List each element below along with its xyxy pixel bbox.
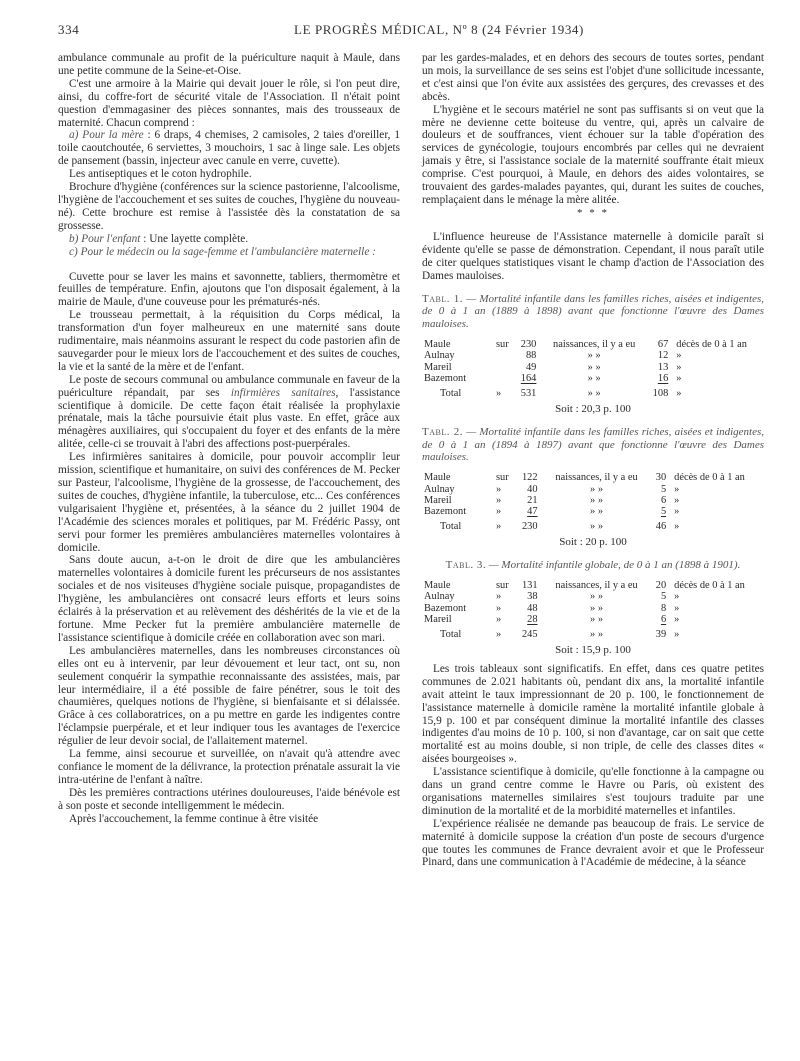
cell-deaths: 108	[652, 387, 669, 399]
table-row	[422, 495, 764, 506]
table-row	[422, 339, 764, 350]
paragraph: L'hygiène et le secours matériel ne sont pas suffisants si on veut que la mère ne devienne cette boiteuse du ventre, qui, après un calvaire de douleurs et de souffrances, vient échouer sur la table d'opération des services de gynécologie, toujours encombrés par celles qui ne devraient jamais y être, si l'assistance sociale de la maternité souffrante était mieux comprise. C'est pourquoi, à Maule, en dehors des aides volontaires, se trouvaient des gardes-malades payantes, qui, durant les suites de couches, remplaçaient dans le ménage la mère alitée.	[422, 103, 764, 206]
paragraph: C'est une armoire à la Mairie qui devait jouer le rôle, si l'on peut dire, ainsi, du coffre-fort de sécurité vitale de l'Association. Il n'était point question d'emmagasiner des pièces sonnantes, mais des trousseaux de maternité. Chacun comprend :	[58, 77, 400, 129]
paragraph: Les infirmières sanitaires à domicile, pour pouvoir accomplir leur mission, scientifique et humanitaire, on suivi des conférences de M. Pecker sur Pasteur, l'alcoolisme, l'hygiène de la grossesse, de l'accouchement, des suites de couches, d'hygiène infantile, la tuberculose, etc... Ces conférences vulgarisaient l'hygiène et, présentées, à la séance du 2 juillet 1904 de l'Académie des sciences morales et politiques, par M. Frédéric Passy, ont servi pour former les premières ambulancières maternelles volontaires à domicile.	[58, 451, 400, 554]
item-label: c) Pour le médecin ou la sage-femme et l'ambulancière maternelle :	[69, 245, 376, 258]
table-summary: Soit : 20,3 p. 100	[555, 402, 631, 415]
table-total-row	[422, 518, 764, 532]
running-title: LE PROGRÈS MÉDICAL, Nº 8 (24 Février 1934)	[294, 22, 584, 37]
cell-mid: » »	[590, 591, 604, 603]
cell-births: 21	[527, 495, 538, 507]
cell-mid: » »	[590, 483, 604, 495]
cell-pre	[494, 350, 514, 361]
table-label: Tabl. 2.	[422, 425, 463, 438]
paragraph: Cuvette pour se laver les mains et savonnette, tabliers, thermomètre et feuilles de température. Enfin, ajoutons que l'on disposait également, à la mairie de Maule, d'une couveuse pour les prématurés-nés.	[58, 270, 400, 309]
italic-run: infirmières sanitaires	[230, 386, 336, 399]
cell-post: »	[674, 628, 680, 640]
list-item-child	[58, 233, 400, 246]
list-item-mother	[58, 129, 400, 168]
cell-pre	[494, 362, 514, 373]
table-label: Tabl. 1.	[422, 292, 463, 305]
cell-post: »	[676, 387, 682, 399]
cell-pre: »	[496, 387, 502, 399]
cell-mid: » »	[590, 628, 604, 640]
cell-mid: » »	[590, 602, 604, 614]
paragraph: L'assistance scientifique à domicile, qu'elle fonctionne à la campagne ou dans un grand centre comme le Havre ou Paris, où existent des organisations maternelles similaires s'est toujours traduite par une diminution de la mortalité et de la morbidité maternelles et infantiles.	[422, 766, 764, 817]
cell-pre: »	[496, 495, 502, 507]
cell-post: »	[676, 350, 682, 362]
paragraph: Brochure d'hygiène (conférences sur la science pastorienne, l'alcoolisme, l'hygiène de l'accouchement et ses suites de couches, l'hygiène du nouveau-né). Cette brochure est remise à l'assistée dès la constatation de sa grossesse.	[58, 181, 400, 232]
cell-commune: Aulnay	[424, 591, 455, 603]
table-row	[422, 350, 764, 361]
table-row	[422, 614, 764, 625]
paragraph: Les trois tableaux sont significatifs. En effet, dans ces quatre petites communes de 2.021 habitants où, pendant dix ans, la mortalité infantile avait atteint le taux impressionnant de 20 p. 100, le fonctionnement de l'assistance maternelle à domicile ramène la mortalité infantile globale à 15,9 p. 100 et par conséquent diminue la mortalité infantile des classes indigentes d'au moins de 10 p. 100, si non d'avantage, car on sait que cette mortalité est au moins double, si non triple, de celle des classes dites « aisées bourgeoises ».	[422, 662, 764, 766]
cell-births: 88	[525, 350, 537, 362]
cell-mid: » »	[590, 495, 604, 507]
spacer	[422, 219, 764, 231]
spacer	[58, 259, 400, 271]
cell-pre: »	[496, 520, 502, 532]
table-row	[422, 484, 764, 495]
cell-commune: Aulnay	[424, 483, 455, 495]
cell-births: 48	[527, 602, 538, 614]
cell-post: »	[674, 483, 680, 495]
paragraph: Dès les premières contractions utérines douloureuses, l'aide bénévole est à son poste et seconde intelligemment le médecin.	[58, 786, 400, 812]
cell-deaths: 13	[657, 361, 669, 373]
item-label: a) Pour la mère	[69, 129, 144, 142]
cell-deaths: 5	[660, 591, 667, 603]
cell-commune: Aulnay	[424, 350, 455, 362]
right-column	[422, 52, 764, 869]
cell-births: 49	[525, 361, 537, 373]
paragraph: Les ambulancières maternelles, dans les nombreuses circonstances où elles ont eu à intervenir, par leur dévouement et leur tact, ont su, non seulement conquérir la sympathie reconnaissante des assistées, mais, par leur intermédiaire, il a été possible de faire pénétrer, sous le toit des chaumières, quelques notions de l'hygiène, si bienfaisante et si délaissée. Grâce à ces collaboratrices, on a pu mettre en garde les indigentes contre l'éclampsie puerpérale, et et leur indiquer tous les avantages de l'exercice régulier de leur devoir social, de l'allaitement maternel.	[58, 644, 400, 748]
cell-deaths: 39	[655, 628, 667, 640]
table-total-row	[422, 385, 764, 399]
table-row	[422, 580, 764, 591]
cell-mid: » »	[587, 373, 601, 385]
paragraph: ambulance communale au profit de la puériculture naquit à Maule, dans une petite commune de la Seine-et-Oise.	[58, 52, 400, 77]
paragraph: L'expérience réalisée ne demande pas beaucoup de frais. Le service de maternité à domicile suppose la création d'un poste de secours d'urgence que toutes les communes de France devraient avoir et que le Professeur Pinard, dans une communication à l'Académie de médecine, à la séance	[422, 817, 764, 869]
cell-mid: » »	[590, 614, 604, 626]
cell-deaths: 8	[660, 602, 667, 614]
cell-deaths: 6	[660, 614, 667, 626]
cell-commune: Total	[440, 387, 462, 399]
cell-births: 122	[521, 472, 538, 484]
cell-post: »	[674, 602, 680, 614]
text-run: , l'assistance scientifique à domicile. De cette façon était réalisée la prophylaxie prénatale, mais la tâche poursuivie était plus vaste. En effet, grâce aux ménagères auxiliaires, qui s'occupaient du foyer et des enfants de la mère alitée, celle-ci se trouvait à l'abri des affections post-puerpérales.	[58, 386, 400, 451]
item-label: b) Pour l'enfant	[69, 232, 141, 245]
cell-deaths: 16	[657, 373, 669, 385]
table-row	[422, 506, 764, 517]
cell-mid: » »	[587, 361, 601, 373]
cell-mid: » »	[590, 506, 604, 518]
table-caption	[422, 293, 764, 331]
cell-deaths: 67	[657, 338, 669, 350]
cell-deaths: 5	[660, 483, 667, 495]
cell-commune: Maule	[424, 338, 451, 350]
table	[422, 472, 764, 532]
cell-pre: sur	[496, 472, 509, 484]
cell-deaths: 5	[660, 506, 667, 518]
cell-post: »	[676, 373, 682, 385]
paragraph: Sans doute aucun, a-t-on le droit de dire que les ambulancières maternelles volontaires à domicile furent les précurseurs de nos assistantes sociales et de nos visiteuses d'hygiène sociale puisque, propagandistes de l'hygiène, les ambulancières ont consacré leurs efforts et leurs soins éclairés à la préservation et au relèvement des déshérités de la vie et de la fortune. Mme Pecker fut la première ambulancière maternelle de l'assistance scientifique à domicile créée en collaboration avec son mari.	[58, 554, 400, 644]
page-number: 334	[58, 22, 80, 37]
stat-table-1	[422, 293, 764, 416]
paragraph	[58, 374, 400, 451]
cell-commune: Mareil	[424, 495, 452, 507]
cell-post: »	[674, 614, 680, 626]
cell-mid: » »	[587, 350, 601, 362]
cell-commune: Total	[440, 628, 462, 640]
cell-commune: Bazemont	[424, 506, 467, 518]
cell-mid: » »	[590, 520, 604, 532]
cell-commune: Mareil	[424, 614, 452, 626]
table-summary: Soit : 20 p. 100	[559, 536, 627, 549]
two-column-body	[58, 52, 764, 869]
cell-pre: »	[496, 506, 502, 518]
left-column	[58, 52, 400, 869]
paragraph: Le trousseau permettait, à la réquisition du Corps médical, la transformation d'un foyer malheureux en une maternité sans doute rudimentaire, mais néanmoins assurant le respect du code pastorien afin de sauvegarder pour le mieux lors de l'accouchement et des suites de couches, la vie et la santé de la mère et de l'enfant.	[58, 309, 400, 373]
cell-post: »	[674, 495, 680, 507]
paragraph: La femme, ainsi secourue et surveillée, on n'avait qu'à attendre avec confiance le moment de la délivrance, la protection prénatale assurait la vie intra-utérine de l'enfant à naître.	[58, 748, 400, 786]
text-run: Le poste de secours communal ou ambulance communale en faveur de la puériculture répandait, par ses	[58, 373, 400, 399]
cell-post: »	[676, 361, 682, 373]
cell-pre: sur	[496, 579, 509, 591]
cell-births: 230	[521, 520, 538, 532]
cell-commune: Maule	[424, 472, 451, 484]
running-header	[58, 22, 764, 44]
item-text: : Une layette complète.	[140, 232, 249, 245]
table-row	[422, 472, 764, 483]
table-row	[422, 373, 764, 384]
cell-commune: Mareil	[424, 361, 452, 373]
paragraph: L'influence heureuse de l'Assistance maternelle à domicile paraît si évidente qu'elle se passe de démonstration. Cependant, il nous paraît utile de citer quelques statistiques visant le champ d'action de l'Association des Dames mauloises.	[422, 230, 764, 282]
cell-deaths: 6	[660, 495, 667, 507]
cell-births: 531	[520, 387, 537, 399]
cell-commune: Bazemont	[424, 373, 467, 385]
cell-post: décès de 0 à 1 an	[674, 472, 745, 484]
cell-births: 164	[520, 373, 537, 385]
table-title: — Mortalité infantile dans les familles riches, aisées et indigentes, de 0 à 1 an (1889 à 1898) avant que fonctionne l'œuvre des Dames mauloises.	[422, 292, 764, 331]
cell-commune: Maule	[424, 579, 451, 591]
cell-deaths: 12	[657, 350, 669, 362]
cell-commune: Total	[440, 520, 462, 532]
table-label: Tabl. 3.	[445, 559, 487, 572]
cell-post: »	[674, 520, 680, 532]
cell-births: 40	[527, 483, 538, 495]
cell-commune: Bazemont	[424, 602, 467, 614]
paragraph: Les antiseptiques et le coton hydrophile.	[69, 168, 252, 181]
cell-mid: naissances, il y a eu	[553, 338, 636, 350]
cell-mid: » »	[587, 387, 601, 399]
cell-deaths: 20	[655, 579, 667, 591]
stat-table-3	[422, 559, 764, 657]
table	[422, 339, 764, 399]
cell-pre: »	[496, 483, 502, 495]
table-total-row	[422, 626, 764, 640]
cell-births: 230	[520, 338, 537, 350]
cell-mid: naissances, il y a eu	[555, 472, 638, 484]
cell-deaths: 30	[655, 472, 667, 484]
table-summary: Soit : 15,9 p. 100	[555, 643, 631, 656]
cell-pre: »	[496, 628, 502, 640]
cell-pre: »	[496, 614, 502, 626]
cell-post: »	[674, 506, 680, 518]
list-item-doctor	[58, 246, 400, 259]
cell-births: 38	[527, 591, 538, 603]
cell-births: 245	[521, 628, 538, 640]
paragraph: Après l'accouchement, la femme continue à être visitée	[69, 812, 319, 825]
cell-post: décès de 0 à 1 an	[676, 338, 747, 350]
table-title: — Mortalité infantile globale, de 0 à 1 an (1898 à 1901).	[486, 559, 741, 572]
cell-post: »	[674, 591, 680, 603]
cell-births: 28	[527, 614, 538, 626]
table-row	[422, 362, 764, 373]
table	[422, 580, 764, 640]
cell-pre: »	[496, 602, 502, 614]
section-separator: * * *	[577, 206, 609, 219]
cell-pre	[494, 373, 514, 384]
stat-table-2	[422, 426, 764, 549]
table-caption	[422, 426, 764, 464]
table-row	[422, 591, 764, 602]
paragraph: par les gardes-malades, et en dehors des secours de toutes sortes, pendant un mois, la surveillance de ses seins est l'objet d'une sollicitude incessante, et c'est ainsi que l'on évite aux assistées des gerçures, des crevasses et des abcès.	[422, 52, 764, 103]
cell-births: 47	[527, 506, 538, 518]
table-row	[422, 603, 764, 614]
table-caption	[422, 559, 764, 572]
table-title: — Mortalité infantile dans les familles riches, aisées et indigentes, de 0 à 1 an (1894 à 1897) avant que fonctionne l'œuvre des Dames mauloises.	[422, 425, 764, 464]
cell-pre: »	[496, 591, 502, 603]
cell-post: décès de 0 à 1 an	[674, 579, 745, 591]
cell-mid: naissances, il y a eu	[555, 579, 638, 591]
cell-deaths: 46	[655, 520, 667, 532]
cell-pre: sur	[496, 338, 509, 350]
cell-births: 131	[521, 579, 538, 591]
item-text: : 6 draps, 4 chemises, 2 camisoles, 2 taies d'oreiller, 1 toile caoutchoutée, 6 serviettes, 3 mouchoirs, 1 sac à linge sale. Les objets de pansement (bassin, injecteur avec canule en verre, cuvette).	[58, 129, 400, 168]
